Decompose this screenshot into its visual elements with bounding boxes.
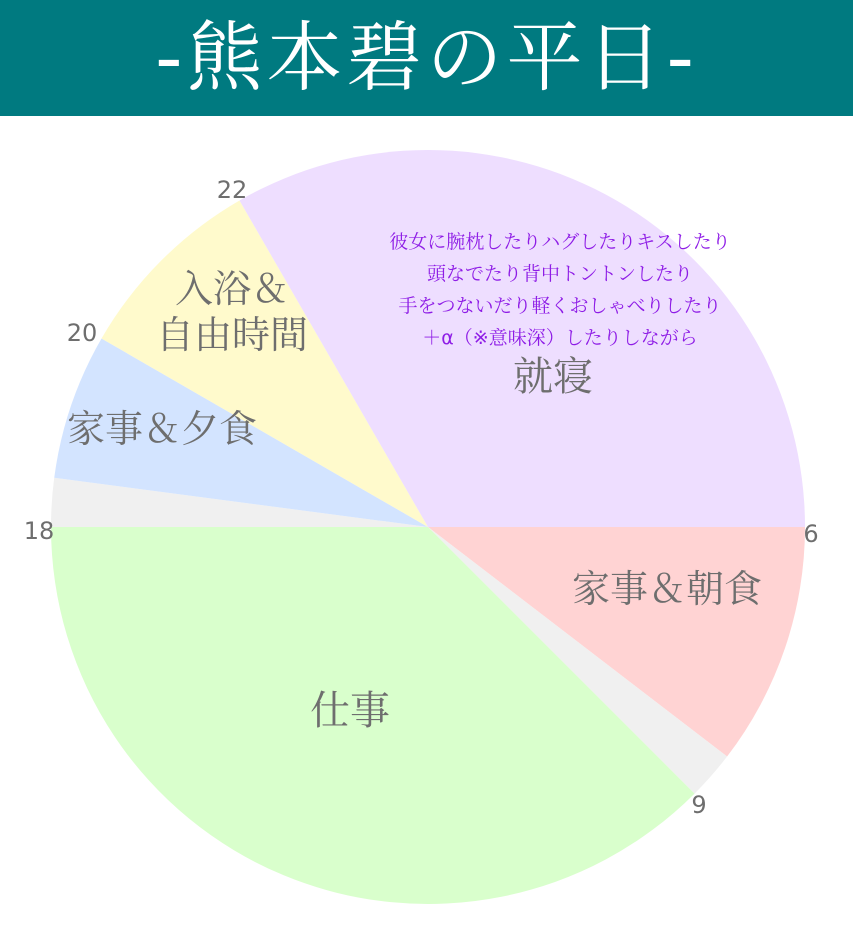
annotation-line-3: ＋α（※意味深）したりしながら (422, 327, 698, 349)
hour-label-22: 22 (216, 176, 248, 204)
hour-label-20: 20 (66, 319, 98, 347)
annotation-line-2: 手をつないだり軽くおしゃべりしたり (398, 295, 722, 317)
hour-label-9: 9 (691, 791, 707, 819)
slice-label-2: 仕事 (310, 688, 390, 734)
slice-label-4: 家事＆夕食 (66, 407, 258, 451)
title-bar (0, 0, 853, 116)
annotation-line-1: 頭なでたり背中トントンしたり (426, 263, 694, 285)
slice-label-5: 入浴＆自由時間 (155, 267, 309, 357)
annotation-line-0: 彼女に腕枕したりハグしたりキスしたり (389, 231, 731, 253)
slice-label-0: 家事＆朝食 (571, 567, 763, 611)
pie-chart-area (0, 116, 853, 941)
hour-label-6: 6 (803, 520, 819, 548)
slice-label-6: 就寝 (513, 354, 593, 400)
pie-chart (0, 116, 853, 941)
hour-label-18: 18 (23, 517, 55, 545)
chart-title: -熊本碧の平日- (155, 13, 698, 102)
